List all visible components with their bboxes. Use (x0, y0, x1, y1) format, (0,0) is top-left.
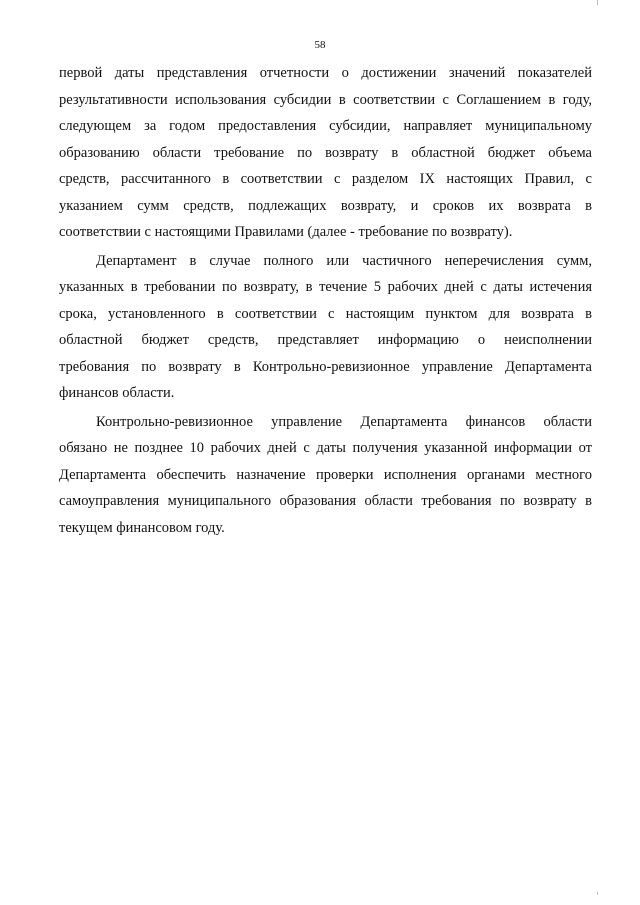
text-line: указанных в требовании по возврату, в течение 5 рабочих дней с даты истечения (59, 279, 592, 295)
text-line: указанием сумм средств, подлежащих возврату, и сроков их возврата в (59, 197, 592, 214)
text-line: результативности использования субсидии в соответствии с Соглашением в году, (59, 91, 592, 108)
text-line: требования по возврату в Контрольно-ревизионное управление Департамента (59, 358, 592, 375)
text-line: текущем финансовом году. (59, 519, 225, 536)
scan-edge-mark (597, 892, 598, 895)
paragraph-2 (59, 248, 592, 407)
text-line: средств, рассчитанного в соответствии с разделом IX настоящих Правил, с (59, 171, 592, 187)
text-line: Департамент в случае полного или частичного неперечисления сумм, (96, 252, 592, 269)
text-line: срока, установленного в соответствии с настоящим пунктом для возврата в (59, 305, 592, 322)
text-line: образованию области требование по возврату в областной бюджет объема (59, 144, 592, 161)
text-line: соответствии с настоящими Правилами (далее - требование по возврату). (59, 224, 513, 240)
text-line: областной бюджет средств, представляет информацию о неисполнении (59, 332, 592, 348)
text-line: обязано не позднее 10 рабочих дней с даты получения указанной информации от (59, 440, 592, 456)
scan-edge-mark (597, 0, 598, 5)
paragraph-3 (59, 409, 592, 542)
text-line: Департамента обеспечить назначение проверки исполнения органами местного (59, 466, 592, 483)
text-line: первой даты представления отчетности о достижении значений показателей (59, 65, 592, 81)
text-line: финансов области. (59, 385, 175, 401)
page-number: 58 (314, 39, 326, 51)
text-line: самоуправления муниципального образования области требования по возврату в (59, 493, 592, 509)
text-line: Контрольно-ревизионное управление Департамента финансов области (96, 413, 592, 430)
text-line: следующем за годом предоставления субсидии, направляет муниципальному (59, 118, 592, 134)
document-body (59, 60, 592, 541)
paragraph-1 (59, 60, 592, 246)
